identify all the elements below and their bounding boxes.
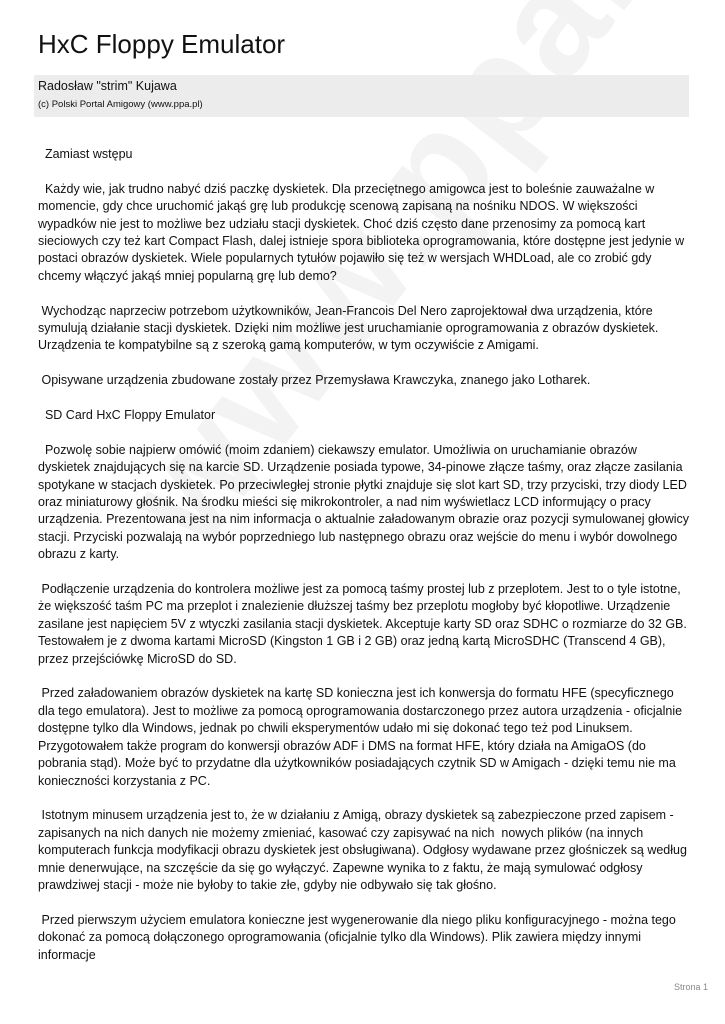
paragraph: SD Card HxC Floppy Emulator [38, 408, 216, 423]
page-number: Strona 1 [673, 982, 708, 992]
paragraph: Przed pierwszym użyciem emulatora konieczne jest wygenerowanie dla niego pliku konfiguracyjnego - można tego dokonać za pomocą dołączonego oprogramowania (oficjalnie tylko dla Windows). Plik zawiera między innymi informacje [38, 912, 680, 962]
paragraph: Opisywane urządzenia zbudowane zostały przez Przemysława Krawczyka, znanego jako Lotharek. [38, 373, 591, 388]
article-body [38, 146, 693, 981]
author-box [34, 75, 689, 117]
paragraph: Każdy wie, jak trudno nabyć dziś paczkę dyskietek. Dla przeciętnego amigowca jest to boleśnie zauważalne w momencie, gdy chce uruchomić jakąś grę lub produkcję scenową zapisaną na nośniku NDOS. W większości wypadków nie jest to możliwe bez udziału stacji dyskietek. Choć dziś często dane przenosimy za pomocą kart sieciowych czy też kart Compact Flash, dalej istnieje spora biblioteka oprogramowania, które dostępne jest jedynie w postaci obrazów dyskietek. Wiele popularnych tytułów pojawiło się też w wersjach WHDLoad, ale co zrobić gdy chcemy włączyć jakąś mniej popularną grę lub demo? [38, 181, 688, 283]
paragraph: Przed załadowaniem obrazów dyskietek na kartę SD konieczna jest ich konwersja do formatu HFE (specyficznego dla tego emulatora). Jest to możliwe za pomocą oprogramowania dostarczonego przez autora urządzenia - oficjalnie dostępne tylko dla Windows, jednak po chwili eksperymentów udało mi się dokonać tego też pod Linuksem. Przygotowałem także program do konwersji obrazów ADF i DMS na format HFE, który działa na AmigaOS (do pobrania stąd). Może być to przydatne dla użytkowników posiadających czytnik SD w Amigach - dzięki temu nie ma konieczności korzystania z PC. [38, 686, 686, 788]
document-title: HxC Floppy Emulator [38, 29, 286, 59]
paragraph: Wychodząc naprzeciw potrzebom użytkowników, Jean-Francois Del Nero zaprojektował dwa urządzenia, które symulują działanie stacji dyskietek. Dzięki nim możliwe jest uruchamianie oprogramowania z obrazów dyskietek. Urządzenia te kompatybilne są z szeroką gamą komputerów, w tym oczywiście z Amigami. [38, 303, 662, 353]
paragraph: Pozwolę sobie najpierw omówić (moim zdaniem) ciekawszy emulator. Umożliwia on uruchamianie obrazów dyskietek znajdujących się na karcie SD. Urządzenie posiada typowe, 34-pinowe złącze taśmy, oraz złącze zasilania spotykane w stacjach dyskietek. Po przeciwległej stronie płytki znajduje się slot kart SD, trzy przyciski, trzy diody LED oraz miniaturowy głośnik. Na środku mieści się mikrokontroler, a nad nim wyświetlacz LCD informujący o pracy urządzenia. Prezentowana jest na nim informacja o aktualnie załadowanym obrazie oraz pozycji symulowanej głowicy stacji. Przyciski pozwalają na wybór poprzedniego lub następnego obrazu oraz wejście do menu i wybór dowolnego obrazu z karty. [38, 442, 693, 562]
copyright-notice: (c) Polski Portal Amigowy (www.ppa.pl) [38, 99, 203, 110]
paragraph: Podłączenie urządzenia do kontrolera możliwe jest za pomocą taśmy prostej lub z przeplotem. Jest to o tyle istotne, że większość taśm PC ma przeplot i znalezienie dłuższej taśmy bez przeplotu mogłoby być kłopotliwe. Urządzenie zasilane jest napięciem 5V z wtyczki zasilania stacji dyskietek. Akceptuje karty SD oraz SDHC o rozmiarze do 32 GB. Testowałem je z dwoma kartami MicroSD (Kingston 1 GB i 2 GB) oraz jedną kartą MicroSDHC (Transcend 4 GB), przez przejściówkę MicroSD do SD. [38, 582, 691, 666]
author-name: Radosław "strim" Kujawa [38, 79, 177, 93]
paragraph: Zamiast wstępu [38, 147, 133, 161]
paragraph: Istotnym minusem urządzenia jest to, że w działaniu z Amigą, obrazy dyskietek są zabezpieczone przed zapisem - zapisanych na nich danych nie możemy zmieniać, kasować czy zapisywać na nich nowych plików (na innych komputerach funkcja modyfikacji obrazu dyskietek jest obsługiwana). Odgłosy wydawane przez głośniczek są według mnie denerwujące, na szczęście da się go wyłączyć. Zapewne wynika to z faktu, że mają symulować odgłosy prawdziwej stacji - może nie byłoby to takie złe, gdyby nie odbywało się tak głośno. [38, 808, 691, 892]
